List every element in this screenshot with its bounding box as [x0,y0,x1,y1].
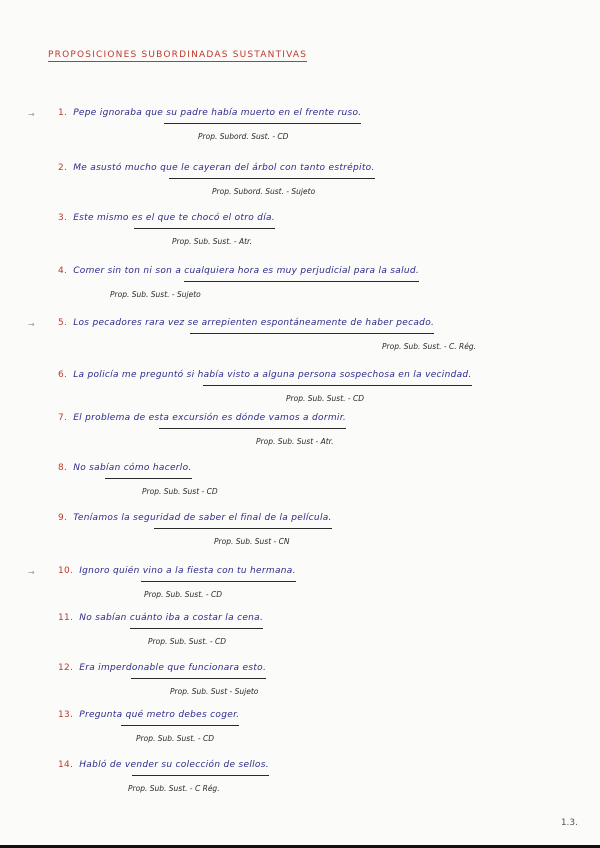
clause-underline [159,428,346,429]
analysis-note: Prop. Subord. Sust. - Sujeto [212,187,316,196]
sentence-text: Este mismo es el que te chocó el otro día. [73,213,275,223]
sentence-text: Me asustó mucho que le cayeran del árbol con tanto estrépito. [73,163,375,173]
exercise-item [0,760,600,808]
sentence-line [58,108,361,118]
sentence-line [58,463,192,473]
item-number: 9. [58,513,68,523]
sentence-text: Pregunta qué metro debes coger. [79,710,240,720]
clause-underline [203,385,472,386]
page-title: PROPOSICIONES SUBORDINADAS SUSTANTIVAS [48,50,308,60]
sentence-text: No sabían cuánto iba a costar la cena. [79,613,264,623]
exercise-item [0,663,600,711]
clause-underline [184,281,419,282]
exercise-item [0,163,600,211]
clause-underline [169,178,375,179]
clause-underline [154,528,332,529]
sentence-line [58,663,266,673]
exercise-item [0,318,600,366]
margin-arrow-mark: → [28,110,35,119]
item-number: 5. [58,318,68,328]
item-number: 8. [58,463,68,473]
sentence-text: Los pecadores rara vez se arrepienten espontáneamente de haber pecado. [73,318,435,328]
page-number: 1.3. [560,818,578,828]
sentence-line [58,613,263,623]
item-number: 4. [58,266,68,276]
sentence-line [58,266,419,276]
sentence-text: Pepe ignoraba que su padre había muerto en el frente ruso. [73,108,362,118]
analysis-note: Prop. Sub. Sust. - C Rég. [128,784,220,793]
clause-underline [141,581,296,582]
exercise-item [0,613,600,661]
sentence-text: Comer sin ton ni son a cualquiera hora es muy perjudicial para la salud. [73,266,420,276]
sentence-line [58,760,269,770]
item-number: 2. [58,163,68,173]
analysis-note: Prop. Sub. Sust. - Sujeto [110,290,201,299]
margin-arrow-mark: → [28,320,35,329]
item-number: 6. [58,370,68,380]
clause-underline [164,123,361,124]
exercise-item [0,566,600,614]
analysis-note: Prop. Sub. Sust. - Atr. [172,237,252,246]
sentence-line [58,318,434,328]
sentence-text: El problema de esta excursión es dónde vamos a dormir. [73,413,347,423]
item-number: 3. [58,213,68,223]
analysis-note: Prop. Sub. Sust - CN [214,537,290,546]
exercise-item [0,513,600,561]
sentence-line [58,710,239,720]
analysis-note: Prop. Subord. Sust. - CD [198,132,289,141]
item-number: 14. [58,760,74,770]
clause-underline [130,628,263,629]
item-number: 7. [58,413,68,423]
sentence-line [58,413,346,423]
clause-underline [121,725,239,726]
exercise-item [0,213,600,261]
analysis-note: Prop. Sub. Sust. - CD [136,734,214,743]
sentence-line [58,566,296,576]
clause-underline [132,775,269,776]
sentence-text: La policía me preguntó si había visto a alguna persona sospechosa en la vecindad. [73,370,472,380]
sentence-text: Habló de vender su colección de sellos. [79,760,269,770]
analysis-note: Prop. Sub. Sust. - C. Rég. [382,342,476,351]
analysis-note: Prop. Sub. Sust. - CD [286,394,364,403]
sentence-line [58,213,275,223]
margin-arrow-mark: → [28,568,35,577]
exercise-item [0,413,600,461]
sentence-text: Teníamos la seguridad de saber el final de la película. [73,513,332,523]
clause-underline [190,333,434,334]
sentence-line [58,370,472,380]
analysis-note: Prop. Sub. Sust. - CD [148,637,226,646]
sentence-line [58,163,375,173]
item-number: 11. [58,613,74,623]
sentence-text: Ignoro quién vino a la fiesta con tu hermana. [79,566,296,576]
item-number: 12. [58,663,74,673]
analysis-note: Prop. Sub. Sust. - CD [144,590,222,599]
analysis-note: Prop. Sub. Sust - Atr. [256,437,334,446]
clause-underline [134,228,275,229]
item-number: 10. [58,566,74,576]
exercise-item [0,108,600,156]
exercise-item [0,266,600,314]
exercise-item [0,370,600,418]
analysis-note: Prop. Sub. Sust - Sujeto [170,687,259,696]
clause-underline [105,478,192,479]
sentence-text: Era imperdonable que funcionara esto. [79,663,267,673]
sentence-line [58,513,332,523]
clause-underline [131,678,266,679]
analysis-note: Prop. Sub. Sust - CD [142,487,218,496]
exercise-item [0,463,600,511]
exercise-item [0,710,600,758]
item-number: 1. [58,108,68,118]
item-number: 13. [58,710,74,720]
sentence-text: No sabían cómo hacerlo. [73,463,192,473]
